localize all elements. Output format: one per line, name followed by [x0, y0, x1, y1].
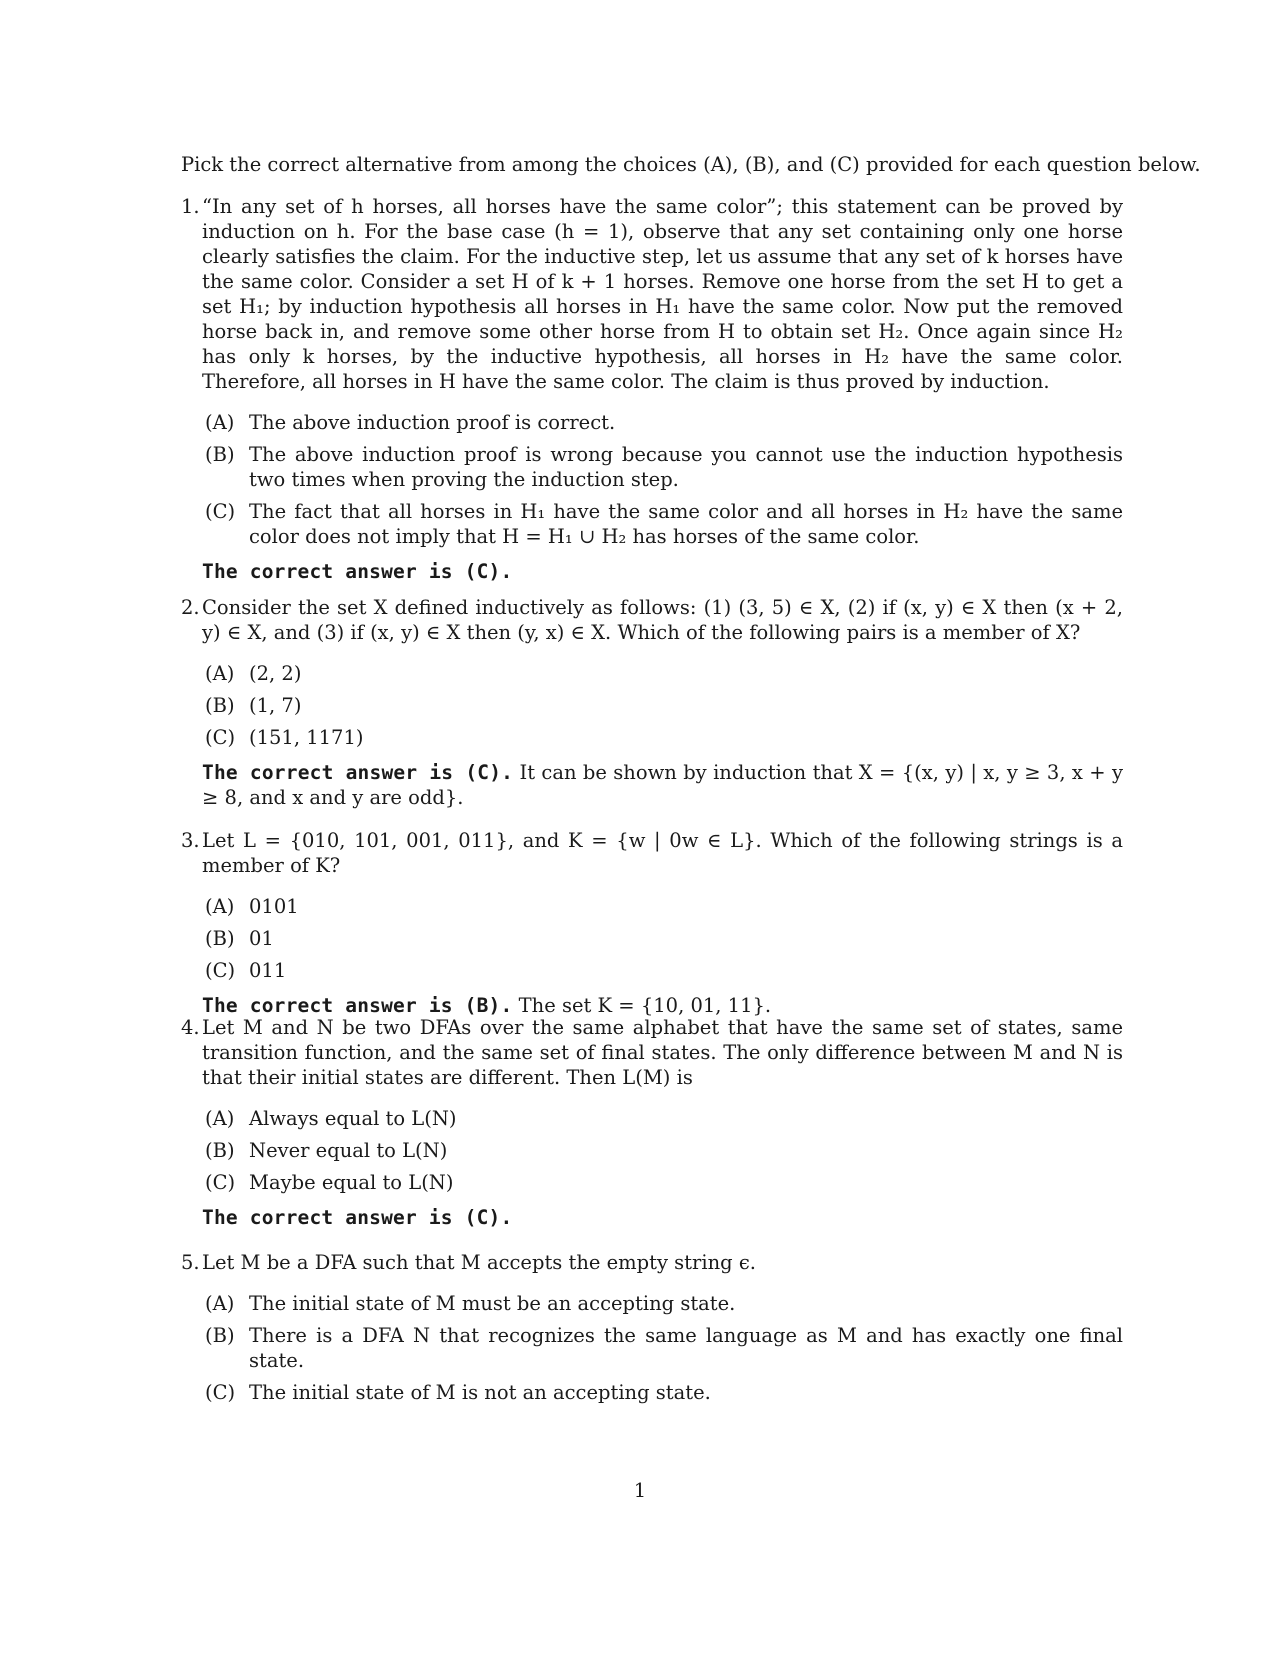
- option-text: The above induction proof is correct.: [249, 411, 616, 434]
- option-label: (A): [205, 1292, 235, 1315]
- question-text: Let M be a DFA such that M accepts the empty string ϵ.: [202, 1251, 756, 1274]
- option-text: (2, 2): [249, 662, 302, 685]
- question-number: 4.: [181, 1016, 200, 1039]
- option-text: 01: [249, 927, 274, 950]
- option-label: (A): [205, 895, 235, 918]
- option-a: [205, 1106, 1123, 1131]
- option-text: (151, 1171): [249, 726, 364, 749]
- question-2: [181, 595, 1123, 810]
- correct-answer: The correct answer is (B).: [202, 994, 513, 1017]
- option-text: The initial state of M must be an accepting state.: [249, 1292, 736, 1315]
- option-label: (C): [205, 1381, 236, 1404]
- options-list: [205, 661, 1123, 750]
- answer-block: [202, 1205, 1123, 1230]
- instructions: Pick the correct alternative from among the choices (A), (B), and (C) provided for each question below.: [181, 153, 1201, 176]
- option-text: The above induction proof is wrong because you cannot use the induction hypothesis two times when proving the induction step.: [249, 443, 1123, 491]
- question-text: “In any set of h horses, all horses have the same color”; this statement can be proved by induction on h. For the base case (h = 1), observe that any set containing only one horse clearly satisfies the claim. For the inductive step, let us assume that any set of k horses have the same color. Consider a set H of k + 1 horses. Remove one horse from the set H to get a set H₁; by induction hypothesis all horses in H₁ have the same color. Now put the removed horse back in, and remove some other horse from H to obtain set H₂. Once again since H₂ has only k horses, by the inductive hypothesis, all horses in H₂ have the same color. Therefore, all horses in H have the same color. The claim is thus proved by induction.: [202, 195, 1123, 393]
- correct-answer: The correct answer is (C).: [202, 560, 513, 583]
- option-text: Maybe equal to L(N): [249, 1171, 454, 1194]
- option-label: (B): [205, 694, 235, 717]
- correct-answer: The correct answer is (C).: [202, 761, 514, 784]
- option-text: Always equal to L(N): [249, 1107, 457, 1130]
- question-number: 2.: [181, 596, 200, 619]
- option-label: (C): [205, 959, 236, 982]
- question-3: [181, 828, 1123, 1018]
- option-c: [205, 1170, 1123, 1195]
- question-4: [181, 1015, 1123, 1230]
- question-text: Let L = {010, 101, 001, 011}, and K = {w | 0w ∈ L}. Which of the following strings is a member of K?: [202, 829, 1123, 877]
- option-a: [205, 1291, 1123, 1316]
- question-1: [181, 194, 1123, 584]
- question-5: [181, 1250, 1123, 1412]
- option-label: (C): [205, 500, 236, 523]
- option-b: [205, 926, 1123, 951]
- option-label: (C): [205, 1171, 236, 1194]
- option-label: (B): [205, 1324, 235, 1347]
- question-number: 1.: [181, 195, 200, 218]
- option-b: [205, 1138, 1123, 1163]
- answer-explanation: It can be shown by induction that X = {(x, y) | x, y ≥ 3, x + y ≥ 8, and x and y are odd}.: [202, 761, 1123, 809]
- options-list: [205, 410, 1123, 549]
- option-b: [205, 1323, 1123, 1373]
- option-label: (C): [205, 726, 236, 749]
- answer-explanation: The set K = {10, 01, 11}.: [518, 994, 772, 1017]
- answer-block: [202, 760, 1123, 810]
- option-a: [205, 894, 1123, 919]
- options-list: [205, 894, 1123, 983]
- option-text: (1, 7): [249, 694, 302, 717]
- option-a: [205, 410, 1123, 435]
- question-text: Consider the set X defined inductively as follows: (1) (3, 5) ∈ X, (2) if (x, y) ∈ X then (x + 2, y) ∈ X, and (3) if (x, y) ∈ X then (y, x) ∈ X. Which of the following pairs is a member of X?: [202, 596, 1123, 644]
- option-label: (A): [205, 411, 235, 434]
- question-number: 5.: [181, 1251, 200, 1274]
- option-label: (A): [205, 1107, 235, 1130]
- option-b: [205, 442, 1123, 492]
- answer-block: [202, 559, 1123, 584]
- option-text: Never equal to L(N): [249, 1139, 448, 1162]
- option-label: (B): [205, 443, 235, 466]
- option-label: (A): [205, 662, 235, 685]
- option-label: (B): [205, 1139, 235, 1162]
- correct-answer: The correct answer is (C).: [202, 1206, 513, 1229]
- question-number: 3.: [181, 829, 200, 852]
- option-text: 0101: [249, 895, 299, 918]
- option-b: [205, 693, 1123, 718]
- option-text: 011: [249, 959, 287, 982]
- option-text: The initial state of M is not an accepting state.: [249, 1381, 711, 1404]
- option-c: [205, 499, 1123, 549]
- option-c: [205, 725, 1123, 750]
- option-a: [205, 661, 1123, 686]
- question-text: Let M and N be two DFAs over the same alphabet that have the same set of states, same transition function, and the same set of final states. The only difference between M and N is that their initial states are different. Then L(M) is: [202, 1016, 1123, 1089]
- options-list: [205, 1291, 1123, 1405]
- option-c: [205, 958, 1123, 983]
- option-label: (B): [205, 927, 235, 950]
- options-list: [205, 1106, 1123, 1195]
- option-text: There is a DFA N that recognizes the same language as M and has exactly one final state.: [249, 1324, 1123, 1372]
- option-c: [205, 1380, 1123, 1405]
- option-text: The fact that all horses in H₁ have the same color and all horses in H₂ have the same color does not imply that H = H₁ ∪ H₂ has horses of the same color.: [249, 500, 1123, 548]
- page-number: 1: [633, 1479, 647, 1502]
